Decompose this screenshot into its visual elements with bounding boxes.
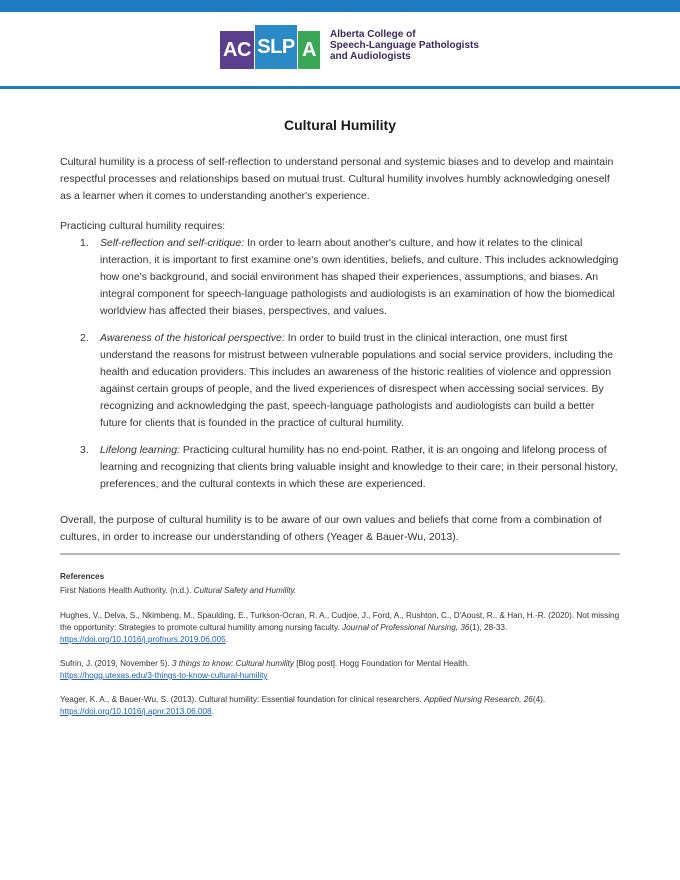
list-item-text: In order to learn about another's culture, and how it relates to the clinical interaction, it is important to first examine one's own identities, beliefs, and culture. This includes acknowledging how one's background, and social environment has shaped their experiences, assumptions, and biases. An integral component for speech-language pathologists and audiologists is an examination of how the biomedical worldview has affected their biases, perspectives, and values. (100, 237, 619, 317)
logo-ac-block (220, 31, 254, 69)
page-title: Cultural Humility (283, 117, 396, 133)
reference-text: Sufrin, J. (2019, November 5). (60, 659, 172, 668)
reference-entry (60, 585, 620, 597)
reference-url-link[interactable]: https://hogg.utexas.edu/3-things-to-know-cultural-humility (60, 671, 268, 680)
reference-doi-link[interactable]: https://doi.org/10.1016/j.profnurs.2019.06.005 (60, 635, 226, 644)
acslpa-logo (220, 25, 479, 71)
logo-wordmark (330, 29, 479, 62)
logo-line-2: Speech-Language Pathologists (330, 40, 479, 51)
reference-title: Journal of Professional Nursing, 36 (342, 623, 470, 632)
top-brand-bar (0, 0, 680, 12)
logo-line-3: and Audiologists (330, 51, 411, 62)
header-divider (0, 86, 680, 89)
logo-ac-text: AC (223, 38, 251, 61)
list-item (60, 330, 620, 432)
list-item (60, 442, 620, 493)
reference-text: First Nations Health Authority. (n.d.). (60, 586, 194, 595)
reference-title: Applied Nursing Research, 26 (424, 695, 533, 704)
logo-a-block (298, 31, 320, 69)
references-section (60, 571, 620, 730)
reference-text: Hughes, V., Delva, S., Nkimbeng, M., Spaulding, E., Turkson-Ocran, R. A., Cudjoe, J., Ford, A., Rushton, C., D'Aoust, R., & Han, H.-R. (2020). Not missing the opportunity: Strategies to promote cultural humility among nursing faculty. (60, 611, 620, 632)
list-item-number: 2. (80, 332, 89, 344)
references-divider (60, 553, 620, 555)
references-heading: References (60, 572, 105, 581)
logo-slp-block (255, 25, 297, 69)
overall-paragraph: Overall, the purpose of cultural humility is to be aware of our own values and beliefs that come from a combination of cultures, in order to increase our understanding of others (Yeager & Bauer-Wu, 2013). (60, 514, 602, 543)
list-item-term: Lifelong learning: (100, 444, 180, 456)
list-item (60, 235, 620, 320)
list-item-text: In order to build trust in the clinical interaction, one must first understand the reasons for mistrust between vulnerable populations and social service providers, including the health and education providers. This includes an awareness of the historic realities of violence and oppression against certain groups of people, and the lived experiences of disrespect when accessing social services. By recognizing and acknowledging the past, speech-language pathologists and audiologists can build a better future for clients that is founded in the practice of cultural humility. (100, 332, 614, 429)
logo-line-1: Alberta College of (330, 29, 416, 40)
list-item-term: Self-reflection and self-critique: (100, 237, 245, 249)
reference-end: . (211, 707, 214, 716)
requires-lead-in: Practicing cultural humility requires: (60, 220, 226, 232)
reference-issue: (1), 28-33. (469, 623, 508, 632)
list-item-term: Awareness of the historical perspective: (100, 332, 285, 344)
logo-slp-text: SLP (257, 35, 295, 58)
logo-a-text: A (302, 38, 316, 61)
reference-entry (60, 658, 620, 682)
reference-entry (60, 694, 620, 718)
reference-source: [Blog post]. Hogg Foundation for Mental Health. (293, 659, 470, 668)
list-item-number: 3. (80, 444, 89, 456)
reference-doi-link[interactable]: https://doi.org/10.1016/j.apnr.2013.06.008 (60, 707, 212, 716)
reference-entry (60, 610, 620, 646)
intro-paragraph: Cultural humility is a process of self-reflection to understand personal and systemic biases and to develop and maintain respectful processes and relationships based on mutual trust. Cultural humility involves humbly acknowledging oneself as a learner when it comes to understanding another's experience. (60, 156, 614, 202)
reference-issue: (4). (532, 695, 546, 704)
reference-end: . (225, 635, 228, 644)
reference-title: Cultural Safety and Humility. (193, 586, 297, 595)
list-item-number: 1. (80, 237, 89, 249)
requirements-list (60, 235, 620, 493)
reference-title: 3 things to know: Cultural humility (171, 659, 294, 668)
list-item-text: Practicing cultural humility has no end-point. Rather, it is an ongoing and lifelong process of learning and recognizing that clients bring valuable insight and knowledge to their care; in their personal history, preferences, and the cultural contexts in which these are experienced. (100, 444, 618, 490)
reference-text: Yeager, K. A., & Bauer-Wu, S. (2013). Cultural humility: Essential foundation for clinical researchers. (60, 695, 425, 704)
